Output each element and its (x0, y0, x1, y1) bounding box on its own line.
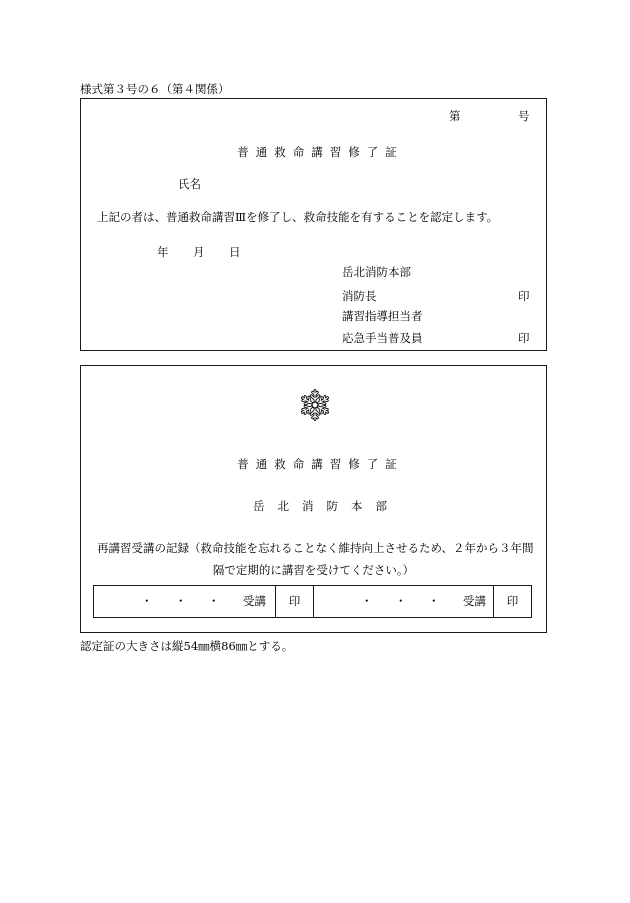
certification-statement: 上記の者は、普通救命講習Ⅲを修了し、救命技能を有することを認定します。 (97, 210, 499, 224)
renewal-note-line: 再講習受講の記録（救命技能を忘れることなく維持向上させるため、２年から３年間 (97, 541, 534, 555)
renewal-note-line: 隔で定期的に講習を受けてください。） (212, 563, 415, 577)
seal-mark: 印 (288, 594, 301, 608)
signatory-first-aid-promoter: 応急手当普及員 (342, 331, 423, 345)
record-seal-cell (494, 586, 531, 617)
date-separator-dot: ・ (208, 594, 220, 608)
date-separator-dot: ・ (361, 594, 373, 608)
form-label: 様式第３号の６（第４関係） (80, 82, 230, 96)
date-separator-dot: ・ (141, 594, 153, 608)
renewal-record-table (93, 585, 532, 618)
certificate-number-prefix: 第 (449, 109, 461, 123)
date-separator-dot: ・ (175, 594, 187, 608)
issuer-name: 岳北消防本部 (342, 265, 411, 279)
issue-date-year-label: 年 (157, 245, 169, 259)
size-footnote: 認定証の大きさは縦54㎜横86㎜とする。 (80, 639, 294, 653)
attendance-label: 受講 (463, 594, 486, 608)
name-label: 氏名 (178, 177, 201, 191)
signatory-fire-chief: 消防長 (342, 289, 377, 303)
seal-mark: 印 (518, 331, 530, 345)
certificate-number-suffix: 号 (518, 109, 530, 123)
seal-mark: 印 (518, 289, 530, 303)
certificate-front (80, 98, 547, 351)
issuer-name: 岳北消防本部 (253, 499, 400, 513)
certificate-back (80, 365, 547, 633)
seal-mark: 印 (506, 594, 519, 608)
issue-date-day-label: 日 (229, 245, 241, 259)
attendance-label: 受講 (243, 594, 266, 608)
date-separator-dot: ・ (428, 594, 440, 608)
record-seal-cell (276, 586, 314, 617)
snowflake-emblem-icon (297, 387, 333, 423)
signatory-instructor: 講習指導担当者 (342, 309, 423, 323)
record-date-cell (314, 586, 494, 617)
issue-date-month-label: 月 (193, 245, 205, 259)
certificate-title: 普通救命講習修了証 (237, 145, 404, 159)
record-date-cell (94, 586, 276, 617)
date-separator-dot: ・ (395, 594, 407, 608)
certificate-title: 普通救命講習修了証 (237, 457, 404, 471)
